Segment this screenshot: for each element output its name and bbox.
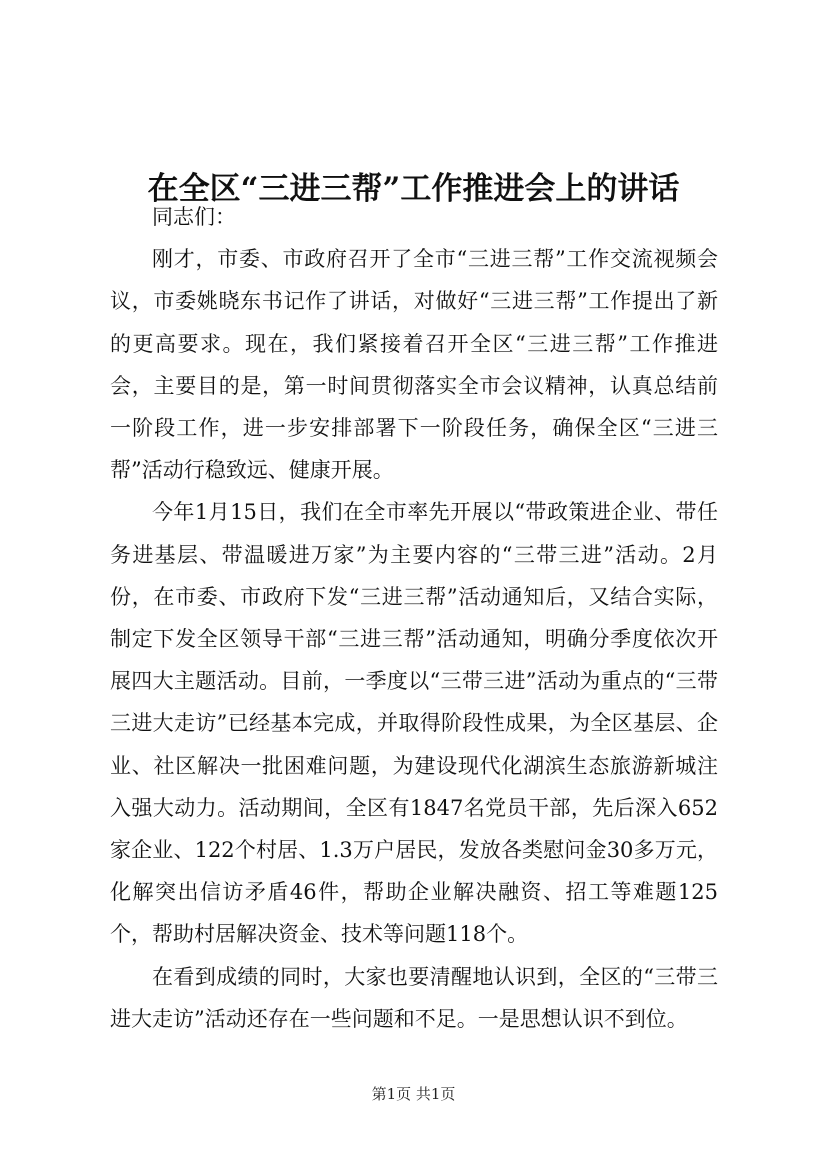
salutation: 同志们： — [152, 205, 236, 229]
paragraph-2: 今年1月15日，我们在全市率先开展以“带政策进企业、带任务进基层、带温暖进万家”为主要内容的“三带三进”活动。2月份，在市委、市政府下发“三进三帮”活动通知后，又结合实际，制定下发全区领导干部“三进三帮”活动通知，明确分季度依次开展四大主题活动。目前，一季度以“三带三进”活动为重点的“三带三进大走访”已经基本完成，并取得阶段性成果，为全区基层、企业、社区解决一批困难问题，为建设现代化湖滨生态旅游新城注入强大动力。活动期间，全区有1847名党员干部，先后深入652家企业、122个村居、1.3万户居民，发放各类慰问金30多万元，化解突出信访矛盾46件，帮助企业解决融资、招工等难题125个，帮助村居解决资金、技术等问题118个。 — [110, 500, 718, 947]
page-footer: 第1页 共1页 — [371, 1085, 456, 1103]
document-body — [110, 196, 718, 1040]
document-title: 在全区“三进三帮”工作推进会上的讲话 — [147, 170, 680, 207]
paragraph-3: 在看到成绩的同时，大家也要清醒地认识到，全区的“三带三进大走访”活动还存在一些问题和不足。一是思想认识不到位。 — [110, 964, 718, 1031]
paragraph-1: 刚才，市委、市政府召开了全市“三进三帮”工作交流视频会议，市委姚晓东书记作了讲话，对做好“三进三帮”工作提出了新的更高要求。现在，我们紧接着召开全区“三进三帮”工作推进会，主要目的是，第一时间贯彻落实全市会议精神，认真总结前一阶段工作，进一步安排部署下一阶段任务，确保全区“三进三帮”活动行稳致远、健康开展。 — [110, 247, 718, 483]
